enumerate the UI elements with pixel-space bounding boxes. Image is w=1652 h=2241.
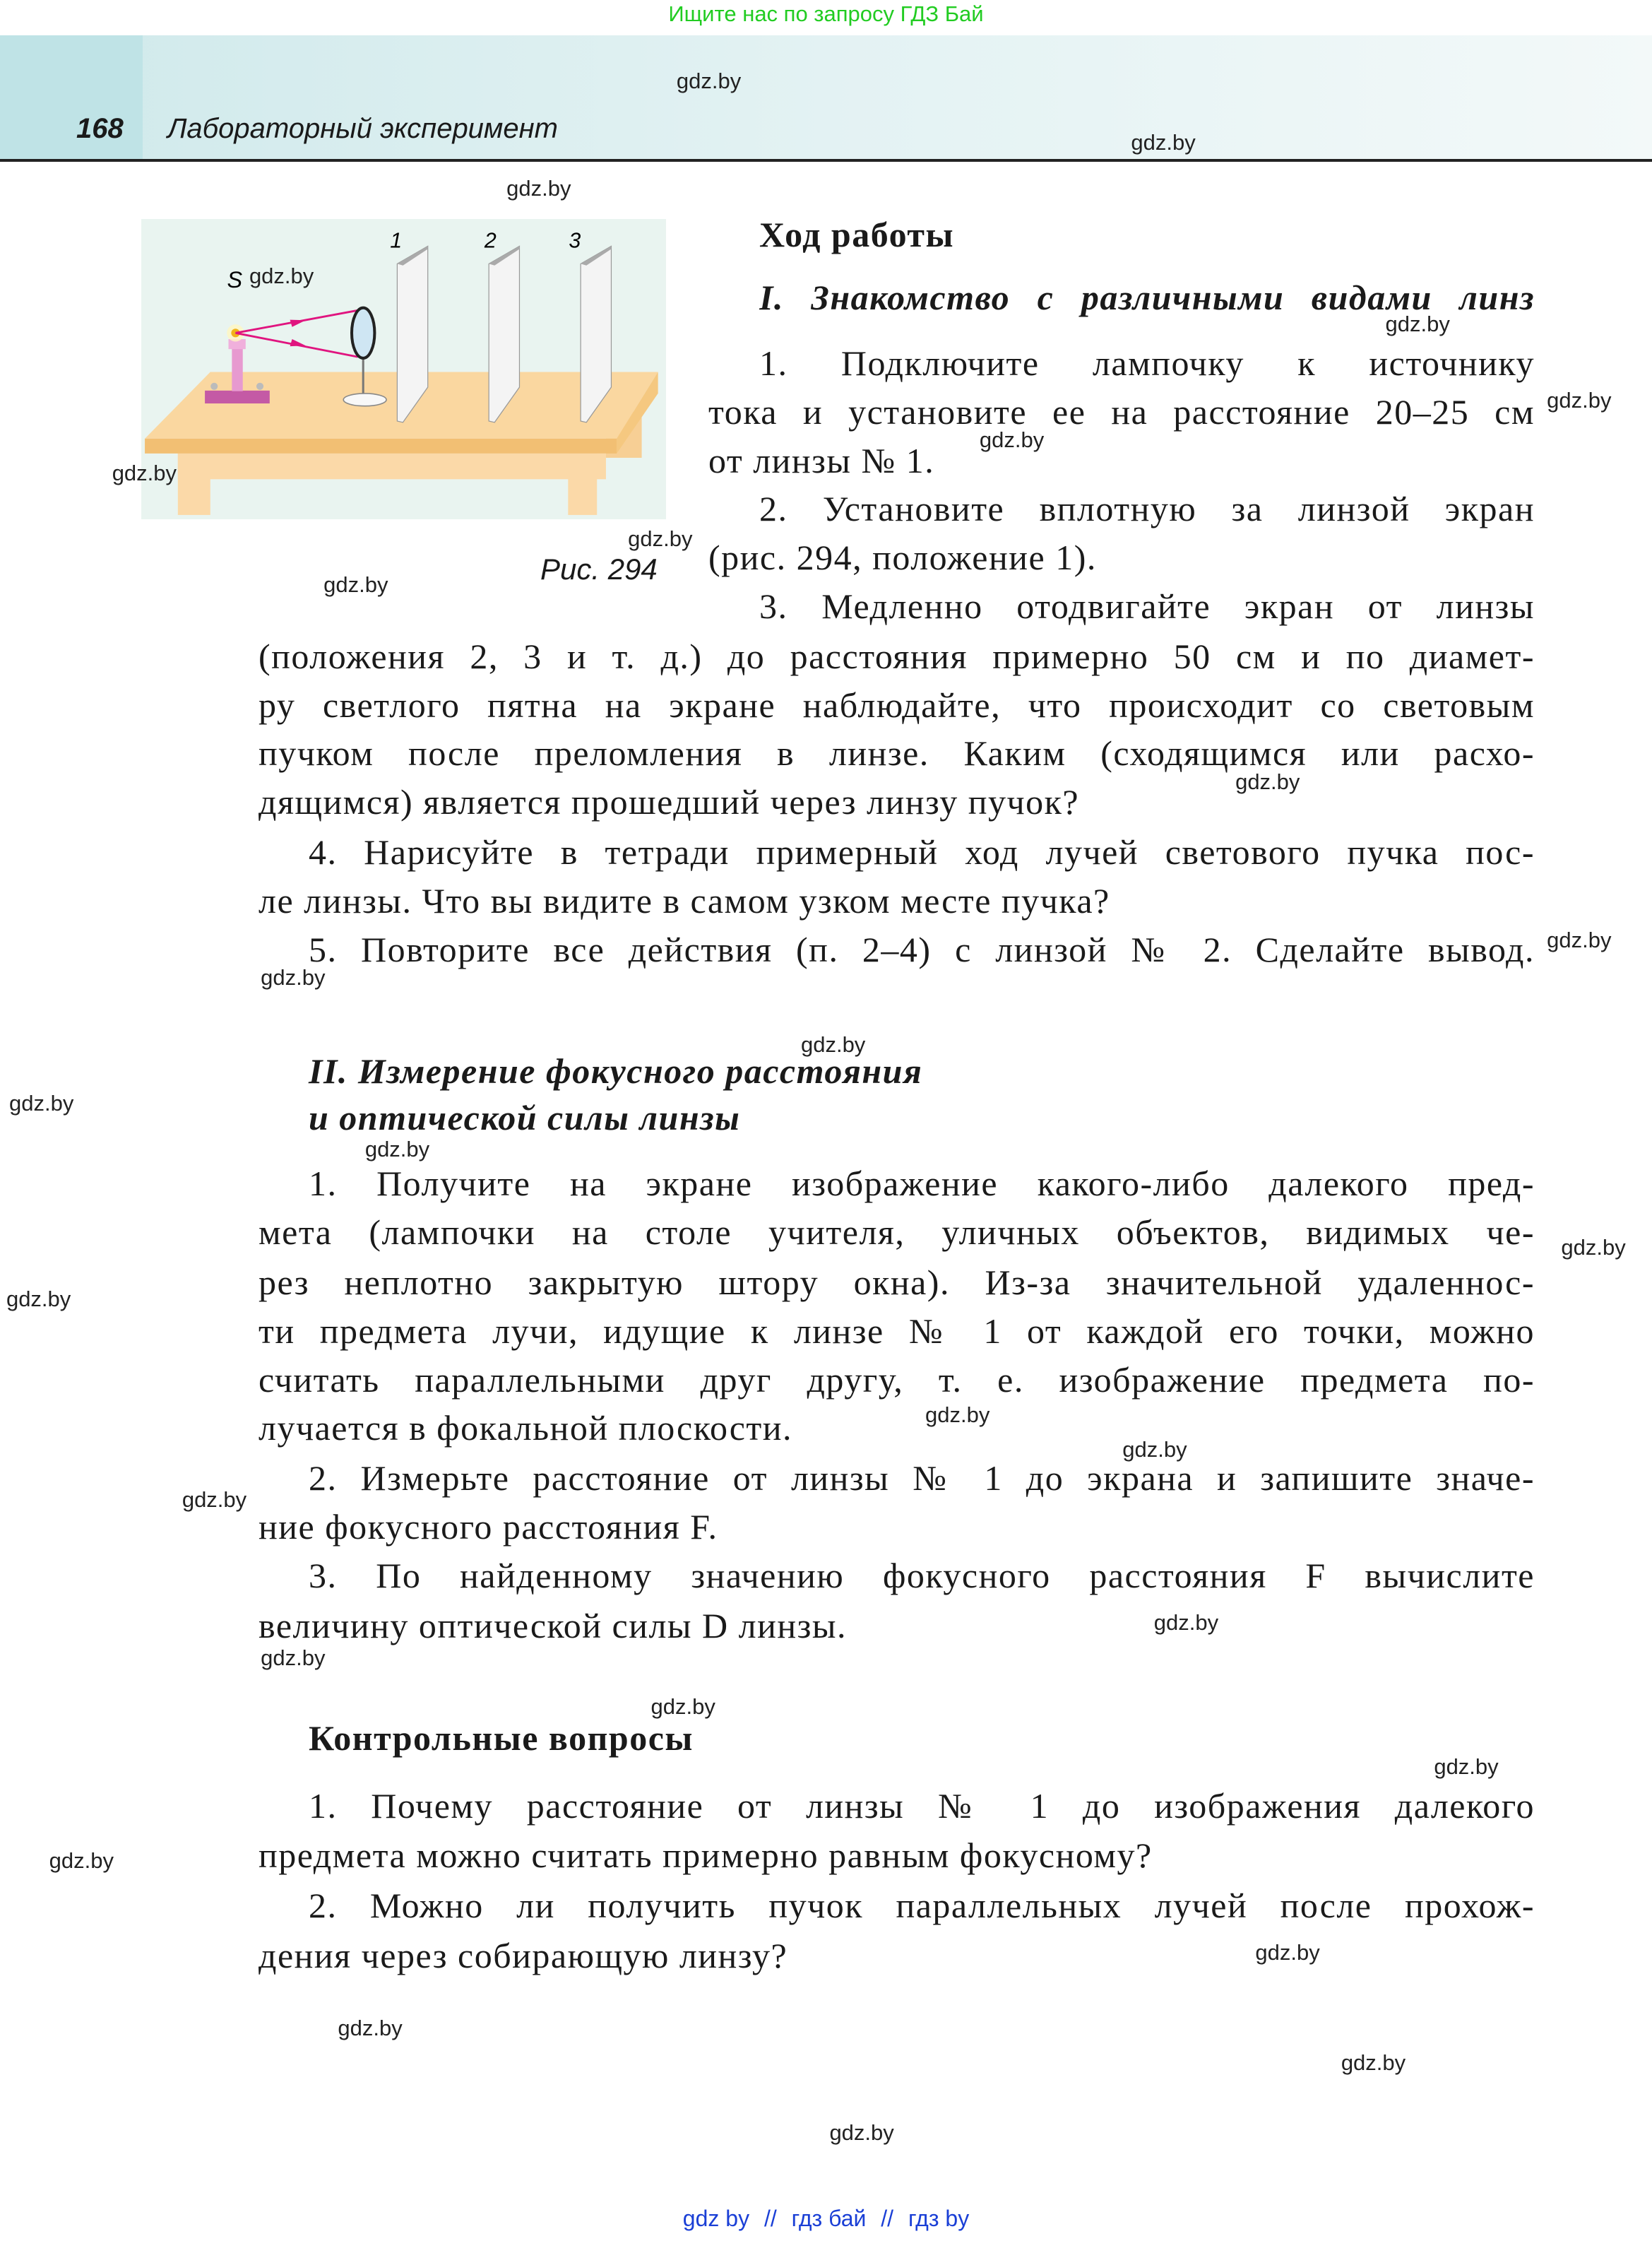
watermark-text: gdz.by — [800, 1032, 866, 1058]
watermark-text: gdz.by — [1235, 769, 1300, 794]
screen-label-3: 3 — [569, 229, 581, 253]
text-line: дения через собирающую линзу? — [259, 1936, 788, 1975]
text-line: от линзы № 1. — [708, 440, 935, 480]
watermark-text: gdz.by — [1341, 2050, 1406, 2075]
text-line: рез неплотно закрытую штору окна). Из-за значительной удаленнос- — [259, 1262, 1535, 1302]
watermark-text: gdz.by — [650, 1693, 715, 1719]
watermark-text: gdz.by — [261, 1645, 326, 1671]
screen-label-1: 1 — [390, 229, 403, 253]
text-line: (рис. 294, положение 1). — [708, 538, 1097, 578]
text-line: 3. По найденному значению фокусного расстояния F вычислите — [309, 1555, 1535, 1595]
text-line: ру светлого пятна на экране наблюдайте, что происходит со световым — [259, 685, 1535, 725]
section-heading: и оптической силы линзы — [309, 1098, 741, 1138]
footer-separator: // — [763, 2206, 777, 2231]
text-line: предмета можно считать примерно равным фокусному? — [259, 1835, 1153, 1876]
text-line: мета (лампочки на столе учителя, уличных объектов, видимых че- — [259, 1212, 1535, 1253]
screen-label-2: 2 — [484, 229, 497, 253]
watermark-text: gdz.by — [249, 263, 314, 288]
text-line: ние фокусного расстояния F. — [259, 1506, 718, 1547]
watermark-text: gdz.by — [182, 1486, 247, 1512]
text-line: считать параллельными друг другу, т. е. изображение предмета по- — [259, 1359, 1535, 1400]
page-number: 168 — [76, 113, 124, 144]
section-heading: Контрольные вопросы — [309, 1718, 694, 1758]
watermark-text: gdz.by — [1561, 1235, 1626, 1260]
footer-link-gdz-by[interactable]: gdz by — [682, 2206, 750, 2231]
footer-links — [0, 2206, 1652, 2232]
watermark-text: gdz.by — [979, 427, 1045, 453]
header-divider — [0, 159, 1652, 162]
watermark-text: gdz.by — [925, 1402, 990, 1428]
figure-caption: Рис. 294 — [540, 552, 658, 586]
watermark-text: gdz.by — [676, 69, 742, 94]
watermark-text: gdz.by — [829, 2119, 894, 2145]
text-line: ти предмета лучи, идущие к линзе № 1 от каждой его точки, можно — [259, 1311, 1535, 1351]
text-line: величину оптической силы D линзы. — [259, 1605, 847, 1645]
section-heading: I. Знакомство с различными видами линз — [759, 277, 1535, 317]
watermark-text: gdz.by — [49, 1848, 114, 1874]
text-line: 2. Установите вплотную за линзой экран — [759, 489, 1535, 529]
watermark-text: gdz.by — [364, 1136, 430, 1161]
watermark-text: gdz.by — [506, 176, 571, 201]
watermark-text: gdz.by — [1434, 1754, 1499, 1779]
watermark-text: gdz.by — [261, 965, 326, 990]
watermark-text: gdz.by — [323, 572, 388, 597]
watermark-text: gdz.by — [1131, 130, 1196, 155]
text-line: пучком после преломления в линзе. Каким (сходящимся или расхо- — [259, 733, 1535, 774]
footer-link-gdz-bai[interactable]: гдз бай — [791, 2206, 867, 2231]
watermark-text: gdz.by — [1385, 312, 1450, 337]
watermark-text: gdz.by — [338, 2016, 403, 2041]
watermark-text: gdz.by — [112, 460, 177, 485]
figure-294-lens-experiment — [141, 219, 666, 519]
watermark-text: gdz.by — [628, 526, 693, 551]
text-line: 4. Нарисуйте в тетради примерный ход лучей светового пучка пос- — [309, 832, 1535, 872]
text-line: 5. Повторите все действия (п. 2–4) с линзой № 2. Сделайте вывод. — [309, 929, 1535, 969]
footer-link-gdz-by-cyr[interactable]: гдз by — [908, 2206, 970, 2231]
chapter-title: Лабораторный эксперимент — [167, 113, 558, 144]
section-heading: II. Измерение фокусного расстояния — [309, 1051, 923, 1091]
section-heading: Ход работы — [759, 214, 955, 254]
watermark-text: gdz.by — [6, 1287, 71, 1312]
text-line: 3. Медленно отодвигайте экран от линзы — [759, 586, 1535, 626]
footer-separator: // — [881, 2206, 894, 2231]
text-line: лучается в фокальной плоскости. — [259, 1408, 793, 1448]
text-line: ле линзы. Что вы видите в самом узком месте пучка? — [259, 880, 1110, 921]
watermark-text: gdz.by — [9, 1091, 74, 1116]
top-banner[interactable]: Ищите нас по запросу ГДЗ Бай — [668, 1, 984, 26]
watermark-text: gdz.by — [1153, 1609, 1219, 1635]
text-line: 1. Получите на экране изображение какого-либо далекого пред- — [309, 1164, 1535, 1204]
text-line: (положения 2, 3 и т. д.) до расстояния примерно 50 см и по диамет- — [259, 636, 1535, 676]
watermark-text: gdz.by — [1255, 1939, 1320, 1965]
watermark-text: gdz.by — [1122, 1436, 1187, 1462]
text-line: тока и установите ее на расстояние 20–25 см — [708, 391, 1535, 432]
text-line: 2. Измерьте расстояние от линзы № 1 до экрана и запишите значе- — [309, 1458, 1535, 1498]
watermark-text: gdz.by — [1547, 928, 1612, 953]
text-line: 1. Подключите лампочку к источнику — [759, 343, 1535, 383]
text-line: 2. Можно ли получить пучок параллельных лучей после прохож- — [309, 1886, 1535, 1926]
source-label: S — [227, 267, 243, 293]
watermark-text: gdz.by — [1547, 387, 1612, 413]
text-line: 1. Почему расстояние от линзы № 1 до изображения далекого — [309, 1785, 1535, 1826]
text-line: дящимся) является прошедший через линзу пучок? — [259, 782, 1080, 822]
